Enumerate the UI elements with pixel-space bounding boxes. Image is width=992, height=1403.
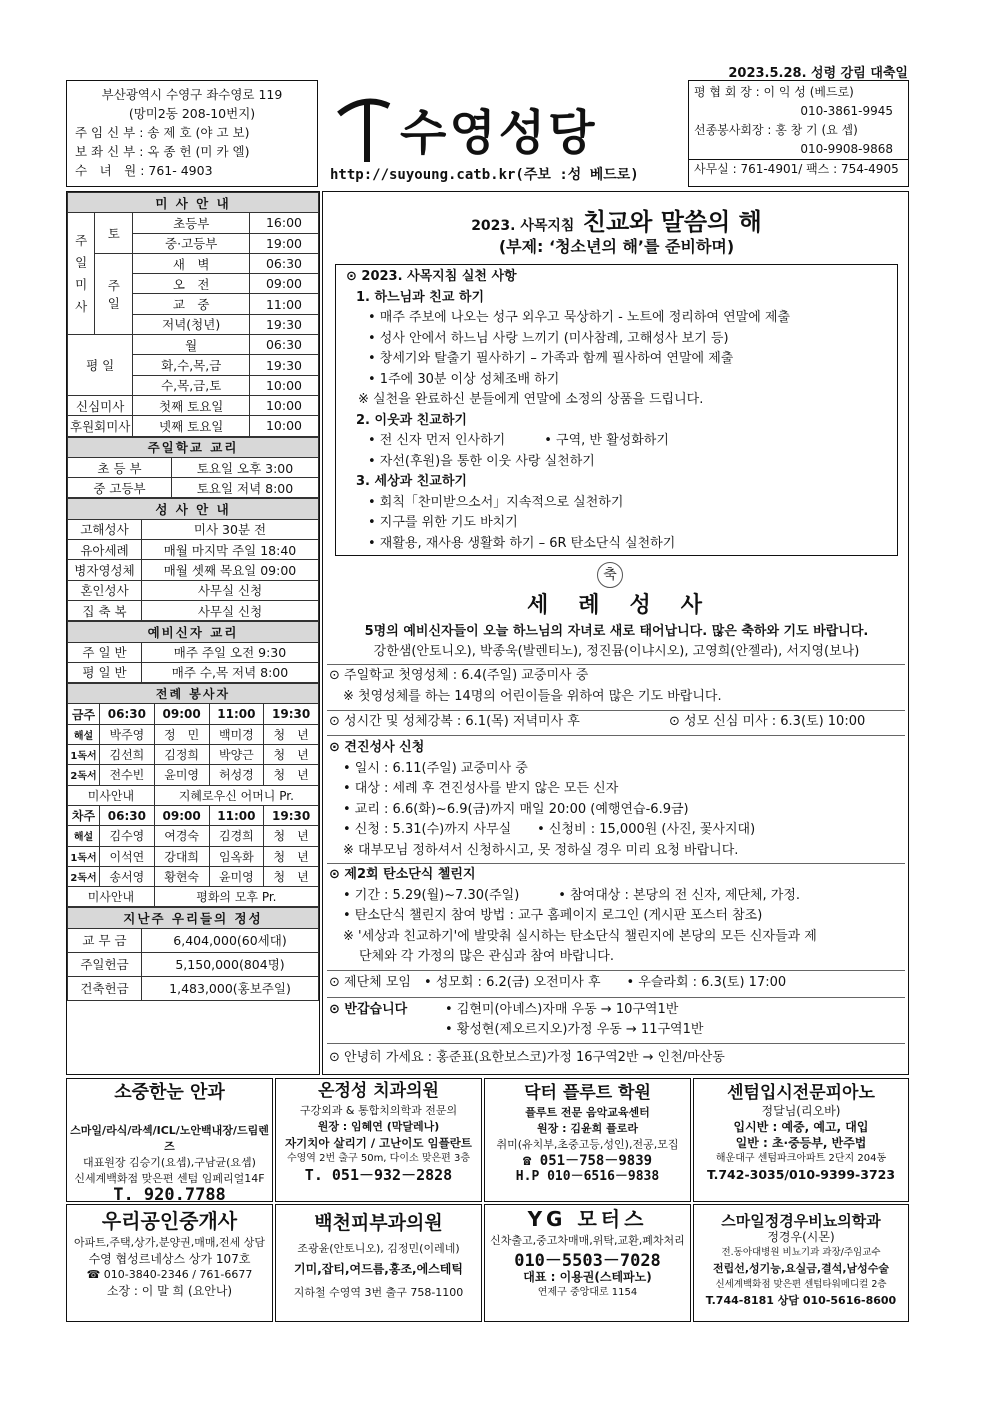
ad-line: 스마일/라식/라섹/ICL/노안백내장/드림렌즈 (70, 1124, 269, 1153)
class-name: 초 등 부 (68, 457, 172, 477)
liturgy-servers-table (67, 683, 319, 907)
practice-section: 1. 하느님과 친교 하기 (356, 289, 485, 305)
council-president-phone: 010-3861-9945 (800, 104, 893, 118)
mass-name: 오 전 (133, 274, 250, 294)
server-name: 정 민 (154, 724, 209, 744)
ad-line: 원장 : 김윤희 플로라 (537, 1122, 638, 1135)
server-time: 11:00 (209, 805, 264, 825)
notice-title: ⊙ 견진성사 신청 (329, 740, 425, 755)
sacrament-name: 병자영성체 (68, 560, 142, 580)
first-communion-notice (329, 666, 907, 707)
mass-time: 11:00 (250, 294, 319, 314)
class-name: 주 일 반 (68, 642, 142, 662)
role: 해설 (68, 826, 100, 846)
ad-line: 신세계백화점 맞은편 센텀 임페리얼14F (74, 1172, 265, 1185)
congrats-badge-icon: 축 (597, 562, 623, 588)
address-line: 부산광역시 수영구 좌수영로 119 (101, 87, 283, 102)
role: 1독서 (68, 745, 100, 765)
server-time: 11:00 (209, 704, 264, 724)
practice-section: 3. 세상과 친교하기 (356, 474, 467, 489)
notice-item: • 일시 : 6.11(주일) 교중미사 중 (343, 760, 528, 776)
practice-box (335, 264, 898, 556)
offering-table (67, 907, 319, 1000)
pastor-line: 주 임 신 부 : 송 제 호 (야 고 보) (75, 125, 250, 140)
sacrament-info: 사무실 신청 (142, 580, 319, 600)
server-name: 청 년 (264, 745, 319, 765)
ad-line: 취미(유치부,초중고등,성인),전공,모집 (496, 1138, 679, 1151)
ad-phone: ☎ 051－758－9839 (522, 1153, 653, 1169)
ad-phone: T.744-8181 상담 010-5616-8600 (705, 1294, 897, 1307)
holy-hour-notice (329, 712, 907, 733)
server-time: 19:30 (264, 805, 319, 825)
theme-subtitle: (부제: ‘청소년의 해’를 준비하며) (498, 237, 735, 256)
offering-type: 교 무 금 (68, 928, 142, 952)
mary-mass-line: ⊙ 성모 신심 미사 : 6.3(토) 10:00 (669, 714, 866, 729)
parish-name: 수영성당 (400, 105, 598, 161)
notice-item: • 교리 : 6.6(화)~6.9(금)까지 매일 20:00 (예행연습-6.9금) (343, 801, 689, 817)
mass-name: 수,목,금,토 (133, 375, 250, 395)
sacrament-info: 미사 30분 전 (142, 519, 319, 539)
funeral-president: 선종봉사회장 : 홍 창 기 (요 셉) (694, 123, 858, 137)
offering-type: 주일헌금 (68, 952, 142, 976)
sat-label: 토 (95, 213, 133, 254)
ad-phone: 지하철 수영역 3번 출구 758-1100 (293, 1286, 464, 1299)
server-name: 윤미영 (154, 765, 209, 785)
practice-note: ※ 실천을 완료하신 분들에게 연말에 소정의 상품을 드립니다. (358, 392, 704, 407)
ad-title: 백천피부과의원 (314, 1212, 443, 1234)
mass-time: 19:30 (250, 355, 319, 375)
ad-line: 구강외과 & 통합치의학과 전문의 (299, 1104, 458, 1117)
parish-address-box (66, 80, 318, 187)
catechumen-title: 예비신자 교리 (68, 622, 319, 642)
divider (327, 1043, 905, 1044)
guide-label: 미사안내 (68, 887, 155, 907)
sacrament-title: 성 사 안 내 (68, 499, 319, 519)
ad-real-estate[interactable] (66, 1204, 273, 1322)
extra-mass-name: 신심미사 (68, 395, 133, 415)
ad-title: 센텀입시전문피아노 (727, 1083, 875, 1103)
mass-title: 미 사 안 내 (68, 193, 319, 213)
extra-mass-name: 후원회미사 (68, 416, 133, 436)
ad-line: 플루트 전문 음악교육센터 (525, 1106, 650, 1119)
ad-line: 해운대구 센텀파크아파트 2단지 204동 (715, 1153, 887, 1164)
guide-label: 미사안내 (68, 785, 155, 805)
extra-mass-day: 넷째 토요일 (133, 416, 250, 436)
server-name: 송서영 (100, 866, 155, 886)
ad-dental-clinic[interactable] (275, 1078, 482, 1202)
ad-line: 정달님(리오바) (761, 1104, 841, 1118)
ad-yg-motors[interactable] (484, 1204, 691, 1322)
extra-mass-time: 10:00 (250, 395, 319, 415)
practice-item: • 매주 주보에 나오는 성구 외우고 묵상하기 - 노트에 정리하여 연말에 제출 (368, 310, 790, 325)
funeral-president-phone: 010-9908-9868 (800, 142, 893, 156)
mass-name: 새 벽 (133, 253, 250, 273)
ad-line: 수영 협성르네상스 상가 107호 (88, 1252, 251, 1266)
class-name: 평 일 반 (68, 662, 142, 682)
notice-line: ⊙ 주일학교 첫영성체 : 6.4(주일) 교중미사 중 (329, 668, 589, 683)
ad-title: 소중한눈 안과 (114, 1082, 225, 1103)
theme-title: 친교와 말씀의 해 (582, 208, 762, 236)
carbon-challenge-notice (329, 865, 907, 968)
practice-item: • 성사 안에서 하느님 사랑 느끼기 (미사참례, 고해성사 보기 등) (368, 330, 729, 346)
practice-section: 2. 이웃과 친교하기 (356, 412, 467, 428)
ad-line: ☎ 010-3840-2346 / 761-6677 (86, 1268, 253, 1281)
mass-time: 16:00 (250, 213, 319, 233)
divider (327, 863, 905, 864)
ad-line: 연제구 중앙대로 1154 (537, 1287, 638, 1298)
weekday-label: 평 일 (68, 335, 133, 396)
server-name: 강대희 (154, 846, 209, 866)
mass-name: 화,수,목,금 (133, 355, 250, 375)
mass-name: 월 (133, 335, 250, 355)
server-time: 06:30 (100, 704, 155, 724)
divider (327, 997, 905, 998)
mass-time: 06:30 (250, 253, 319, 273)
title-prefix: 2023. 사목지침 (471, 218, 575, 234)
left-schedule-column (66, 191, 320, 1075)
parish-url[interactable]: http://suyoung.catb.kr(주보 :성 베드로) (330, 167, 639, 183)
main-notice-column (322, 191, 909, 1075)
sunday-school-title: 주일학교 교리 (68, 437, 319, 457)
server-time: 06:30 (100, 805, 155, 825)
guide-group: 지혜로우신 어머니 Pr. (154, 785, 318, 805)
mass-time: 09:00 (250, 274, 319, 294)
notice-note: ※ 대부모님 정하셔서 신청하시고, 못 정하실 경우 미리 요청 바랍니다. (343, 842, 739, 858)
practice-item: • 전 신자 먼저 인사하기 • 구역, 반 활성화하기 (368, 433, 669, 448)
mass-name: 교 중 (133, 294, 250, 314)
ad-line: 아파트,주택,상가,분양권,매매,전세 상담 (74, 1236, 265, 1249)
assistant-pastor-line: 보 좌 신 부 : 옥 종 헌 (미 카 엘) (75, 144, 250, 159)
parish-logo (322, 80, 686, 187)
server-name: 박양근 (209, 745, 264, 765)
class-name: 중 고등부 (68, 478, 172, 498)
ad-dermatology[interactable] (275, 1204, 482, 1322)
mass-name: 초등부 (133, 213, 250, 233)
divider (327, 710, 905, 711)
practice-item: • 자선(후원)을 통한 이웃 사랑 실천하기 (368, 453, 595, 469)
notice-item: • 대상 : 세례 후 견진성사를 받지 않은 모든 신자 (343, 781, 619, 796)
ad-line: 신세계백화점 맞은편 센텀타워메디컬 2층 (715, 1279, 887, 1290)
ad-title: 스마일정경우비뇨의학과 (721, 1212, 881, 1230)
ad-line: 입시반 : 예중, 예고, 대입 (733, 1120, 869, 1134)
convent-line: 수 녀 원 : 761- 4903 (75, 163, 213, 178)
server-name: 청 년 (264, 866, 319, 886)
server-name: 김경희 (209, 826, 264, 846)
group-meetings-notice: ⊙ 제단체 모임 • 성모회 : 6.2(금) 오전미사 후 • 우슬라회 : 6.3(토) 17:00 (329, 975, 787, 990)
pastoral-theme-title (323, 202, 910, 237)
notice-title: ⊙ 제2회 탄소단식 첼린지 (329, 867, 476, 882)
server-name: 임옥화 (209, 846, 264, 866)
server-time: 19:30 (264, 704, 319, 724)
mass-time: 19:30 (250, 314, 319, 334)
practice-item: • 지구를 위한 기도 바치기 (368, 515, 518, 530)
notice-item: • 기간 : 5.29(월)~7.30(주일) • 참여대상 : 본당의 전 신자, 제단체, 가정. (343, 887, 801, 903)
server-name: 김수영 (100, 826, 155, 846)
sacrament-name: 혼인성사 (68, 580, 142, 600)
ad-line: 자기치아 살리기 / 고난이도 임플란트 (285, 1136, 472, 1150)
mass-time: 06:30 (250, 335, 319, 355)
practice-item: • 1주에 30분 이상 성체조배 하기 (368, 371, 560, 387)
holy-hour-line: ⊙ 성시간 및 성체강복 : 6.1(목) 저녁미사 후 (329, 714, 580, 729)
ad-phone: T. 051－932－2828 (304, 1166, 453, 1184)
address-line: (망미2동 208-10번지) (128, 106, 256, 121)
ad-title: 우리공인중개사 (101, 1209, 238, 1233)
ad-flute-academy[interactable] (484, 1078, 691, 1202)
ad-line: 원장 : 임혜연 (막달레나) (317, 1120, 440, 1133)
ad-line: 전.동아대병원 비뇨기과 과장/주임교수 (721, 1247, 881, 1258)
server-name: 황현숙 (154, 866, 209, 886)
ad-phone: T. 920.7788 (113, 1185, 226, 1202)
server-name: 김선희 (100, 745, 155, 765)
offering-type: 건축헌금 (68, 976, 142, 1000)
notice-title: ⊙ 반갑습니다 (329, 1002, 408, 1017)
notice-item: • 탄소단식 챌린지 참여 방법 : 교구 홈페이지 로그인 (게시판 포스터 참조) (343, 908, 763, 923)
offering-amount: 1,483,000(홍보주일) (142, 976, 319, 1000)
week-label: 차주 (68, 805, 100, 825)
ad-phone: H.P 010－6516－9838 (515, 1169, 660, 1184)
server-name: 청 년 (264, 846, 319, 866)
practice-item: • 회칙「찬미받으소서」지속적으로 실천하기 (368, 494, 624, 510)
ad-line: 수영역 2번 출구 50m, 다이소 맞은편 3층 (286, 1153, 471, 1164)
mass-schedule-table (67, 192, 319, 437)
practice-heading: ⊙ 2023. 사목지침 실천 사항 (346, 269, 517, 284)
divider (327, 664, 905, 665)
server-name: 이석연 (100, 846, 155, 866)
ad-title: 닥터 플루트 학원 (524, 1083, 651, 1103)
practice-item: • 재활용, 재사용 생활화 하기 – 6R 탄소단식 실천하기 (368, 535, 676, 551)
welcome-item: • 김현미(아녜스)자매 우동 → 10구역1반 (445, 1002, 679, 1017)
ad-title: YG 모터스 (527, 1207, 648, 1231)
class-time: 매주 수,목 저녁 8:00 (142, 662, 319, 682)
baptism-names: 강한샘(안토니오), 박종욱(발렌티노), 정진뮴(이냐시오), 고영희(안젤라), 서지영(보나) (373, 644, 860, 659)
notice-item: • 신청 : 5.31(수)까지 사무실 • 신청비 : 15,000원 (사진, 꽃사지대) (343, 822, 756, 837)
ad-line: 전립선,성기능,요실금,결석,남성수술 (712, 1262, 890, 1275)
role: 2독서 (68, 765, 100, 785)
offering-title: 지난주 우리들의 정성 (68, 908, 319, 928)
divider (327, 970, 905, 971)
farewell-notice: ⊙ 안녕히 가세요 : 홍준표(요한보스코)가정 16구역2반 → 인천/마산동 (329, 1050, 725, 1065)
mass-time: 10:00 (250, 375, 319, 395)
ad-line: 대표 : 이용권(스테파노) (523, 1270, 652, 1284)
sunday-mass-label: 주 일 미 사 (68, 213, 95, 335)
ad-line: 조광윤(안토니오), 김정민(이레네) (297, 1242, 460, 1255)
council-info (688, 80, 909, 187)
server-name: 김정희 (154, 745, 209, 765)
class-time: 매주 주일 오전 9:30 (142, 642, 319, 662)
baptism-title: 세 례 성 사 (526, 593, 706, 618)
server-time: 09:00 (154, 805, 209, 825)
notice-note: ※ '세상과 친교하기'에 발맞춰 실시하는 탄소단식 챌린지에 본당의 모든 신자들과 제 (343, 928, 817, 944)
sacrament-name: 집 축 복 (68, 600, 142, 620)
ad-line: 대표원장 김승기(요셉),구남균(요셉) (83, 1156, 256, 1169)
cross-logo-icon (334, 84, 394, 164)
council-president: 평 협 회 장 : 이 익 성 (베드로) (694, 85, 854, 99)
server-name: 청 년 (264, 765, 319, 785)
ad-line: 일반 : 초·중등부, 반주법 (735, 1136, 867, 1150)
sacrament-info: 사무실 신청 (142, 600, 319, 620)
server-name: 윤미영 (209, 866, 264, 886)
ad-line: 기미,잡티,여드름,홍조,에스테틱 (294, 1262, 463, 1276)
server-name: 박주영 (100, 724, 155, 744)
week-label: 금주 (68, 704, 100, 724)
ad-piano-academy[interactable] (693, 1078, 909, 1202)
server-name: 청 년 (264, 724, 319, 744)
sunday-school-table (67, 437, 319, 499)
role: 1독서 (68, 846, 100, 866)
ad-title: 온정성 치과의원 (318, 1081, 439, 1101)
office-phone: 사무실 : 761-4901/ 팩스 : 754-4905 (689, 159, 908, 179)
servers-title: 전례 봉사자 (68, 684, 319, 704)
ad-line: 소장 : 이 말 희 (요안나) (106, 1284, 233, 1298)
ad-line: 신차출고,중고차매매,위탁,교환,폐차처리 (490, 1234, 685, 1247)
guide-group: 평화의 모후 Pr. (154, 887, 318, 907)
ad-urology[interactable] (693, 1204, 909, 1322)
offering-amount: 5,150,000(804명) (142, 952, 319, 976)
offering-amount: 6,404,000(60세대) (142, 928, 319, 952)
ad-eye-clinic[interactable] (66, 1078, 273, 1202)
notice-note: ※ 첫영성체를 하는 14명의 어린이들을 위하여 많은 기도 바랍니다. (343, 688, 722, 704)
server-time: 09:00 (154, 704, 209, 724)
sacrament-name: 유아세례 (68, 540, 142, 560)
mass-name: 중·고등부 (133, 233, 250, 253)
class-time: 토요일 저녁 8:00 (172, 478, 319, 498)
baptism-line: 5명의 예비신자들이 오늘 하느님의 자녀로 새로 태어납니다. 많은 축하와 기도 바랍니다. (364, 624, 869, 639)
server-name: 청 년 (264, 826, 319, 846)
divider (327, 735, 905, 736)
welcome-item: • 황성현(제오르지오)가정 우동 → 11구역1반 (445, 1022, 704, 1037)
welcome-notice (329, 1000, 907, 1037)
extra-mass-time: 10:00 (250, 416, 319, 436)
ad-line: 정경우(시몬) (767, 1230, 835, 1244)
server-name: 허성경 (209, 765, 264, 785)
notice-note: 단체와 각 가정의 많은 관심과 참여 바랍니다. (359, 949, 614, 964)
practice-item: • 창세기와 탈출기 필사하기 – 가족과 함께 필사하여 연말에 제출 (368, 351, 734, 366)
role: 2독서 (68, 866, 100, 886)
extra-mass-day: 첫째 토요일 (133, 395, 250, 415)
class-time: 토요일 오후 3:00 (172, 457, 319, 477)
issue-date: 2023.5.28. 성령 강림 대축일 (728, 66, 908, 81)
ad-phone: 010－5503－7028 (514, 1251, 661, 1271)
ad-phone: T.742-3035/010-9399-3723 (706, 1167, 896, 1182)
mass-name: 저녁(청년) (133, 314, 250, 334)
sacrament-info: 매월 셋째 목요일 09:00 (142, 560, 319, 580)
sacrament-table (67, 498, 319, 621)
confirmation-notice (329, 738, 907, 861)
catechumen-table (67, 621, 319, 683)
server-name: 백미경 (209, 724, 264, 744)
sacrament-name: 고해성사 (68, 519, 142, 539)
role: 해설 (68, 724, 100, 744)
sacrament-info: 매월 마지막 주일 18:40 (142, 540, 319, 560)
server-name: 전수빈 (100, 765, 155, 785)
mass-time: 19:00 (250, 233, 319, 253)
server-name: 여경숙 (154, 826, 209, 846)
sun-label: 주 일 (95, 253, 133, 334)
